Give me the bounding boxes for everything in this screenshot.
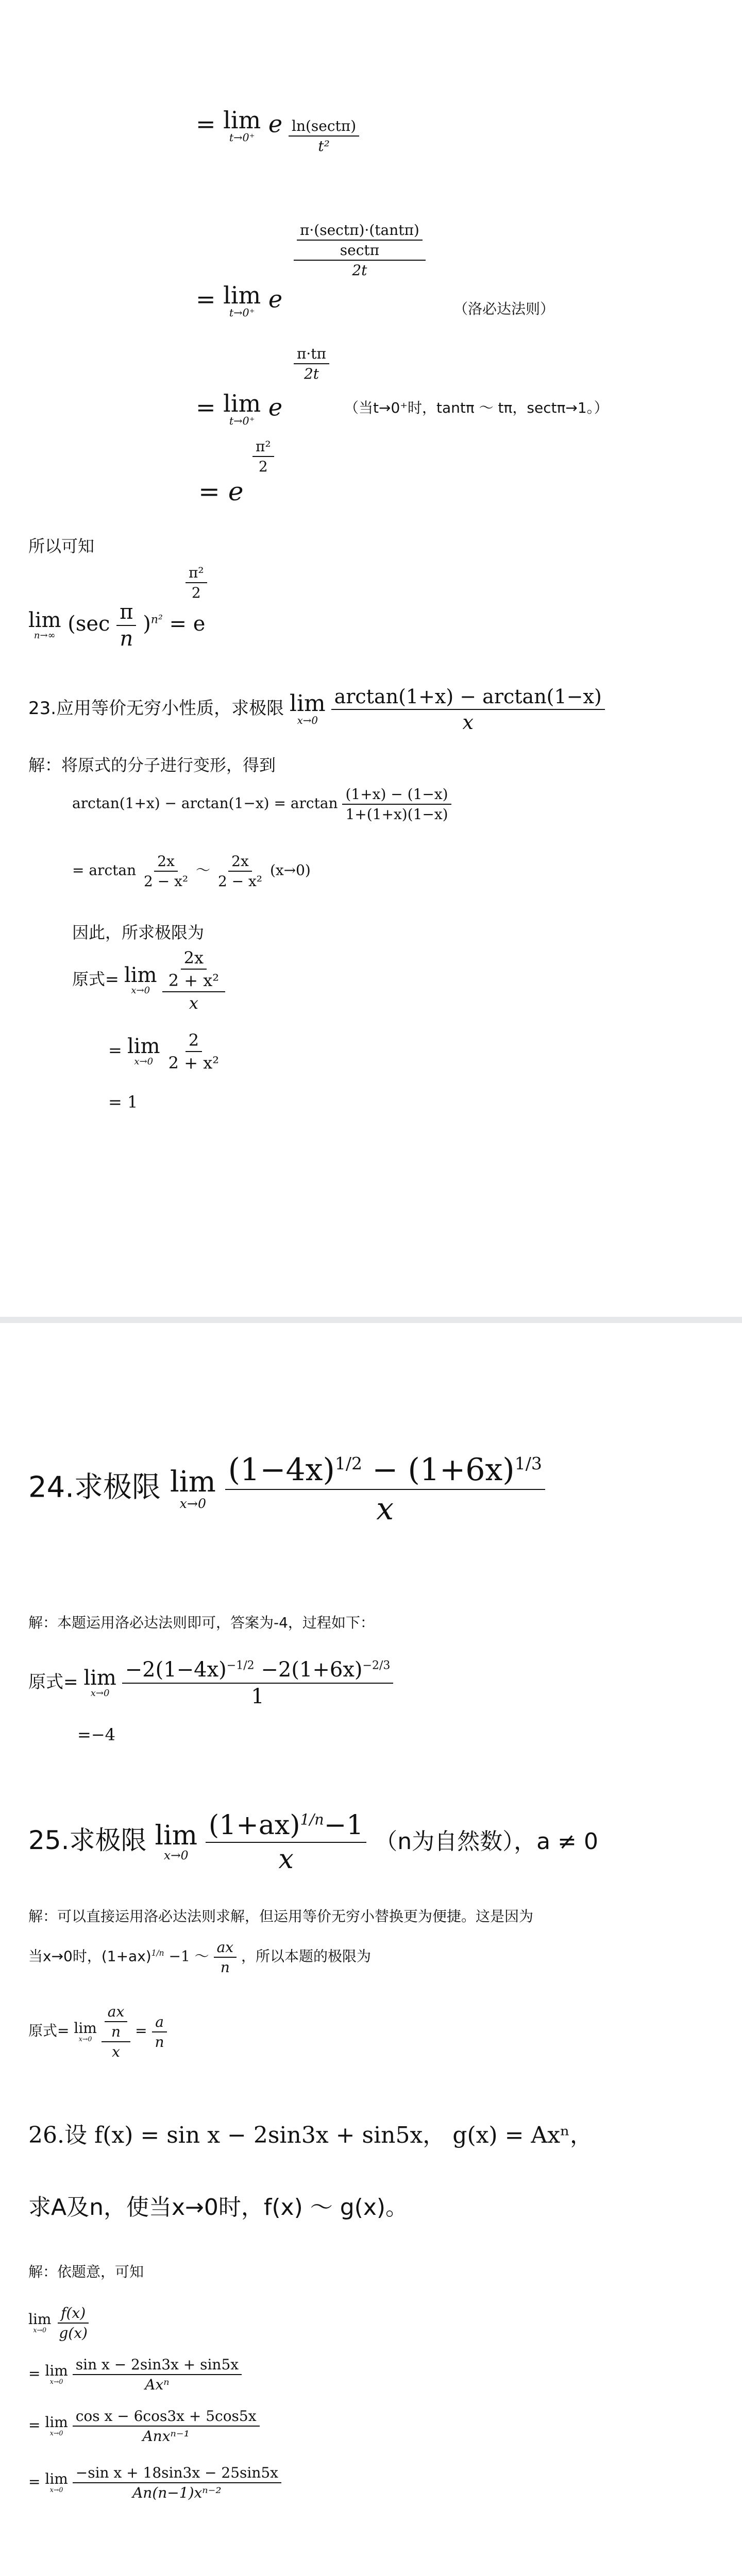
question-23-title: 23.应用等价无穷小性质，求极限 lim x→0 $\frac{\arctan(1+x) - \arctan(1-x)}{x}$ bbox=[28, 685, 605, 734]
question-25-solution: 解：可以直接运用洛必达法则求解，但运用等价无穷小替换更为便捷。这是因为 bbox=[28, 1908, 534, 1925]
equation-3-exponent: $\frac{\pi\cdot t\pi}{2t}$ bbox=[294, 345, 329, 382]
question-26-step-1: lim x→0 $\frac{f(x)}{g(x)}$ bbox=[28, 2304, 91, 2342]
equation-3-note: （当t→0⁺时，tantπ ～ tπ，sectπ→1。） bbox=[344, 399, 609, 416]
question-25-title: 25.求极限 lim x→0 $\frac{(1+ax)^{1/n}-1}{x}$ （n为自然数），a ≠ 0 bbox=[28, 1810, 598, 1875]
question-23-step-2: = arctan $\frac{2x}{\text{2 − x²}}$ ～ $\frac{2x}{\text{2 − x²}}$ (x→0) bbox=[72, 853, 311, 890]
equation-4-exponent: $\frac{\text{π²}}{2}$ bbox=[252, 438, 274, 475]
question-24-title: 24.求极限 lim x→0 $\frac{(1-4x)^{1/2} - (1+6x)^{1/3}}{x}$ bbox=[28, 1452, 545, 1527]
equation-2-exponent: $\frac{\frac{\pi\cdot(\sec t\pi)\cdot(\tan t\pi)}{\sec t\pi}}{2t}$ bbox=[294, 222, 426, 279]
question-24-result: 原式= lim x→0 $\frac{-2(1-4x)^{-1/2} -2(1+6x)^{-2/3}}{1}$ bbox=[28, 1658, 393, 1708]
equation-2: = lim t→0⁺ e bbox=[196, 281, 283, 319]
question-24-answer: =−4 bbox=[77, 1725, 115, 1744]
question-25-result: 原式= lim x→0 $\frac{\frac{ax}{n}}{x}$ = $\frac{a}{n}$ bbox=[28, 2003, 167, 2060]
question-23-therefore: 因此，所求极限为 bbox=[72, 923, 205, 942]
question-23-step-1: arctan(1+x) − arctan(1−x) = arctan $\frac{(1+x) - (1-x)}{1+(1+x)(1-x)}$ bbox=[72, 786, 451, 823]
question-24-solution: 解：本题运用洛必达法则即可，答案为-4，过程如下： bbox=[28, 1614, 375, 1631]
question-23-solution-intro: 解：将原式的分子进行变形，得到 bbox=[28, 755, 276, 775]
equation-2-note: （洛必达法则） bbox=[453, 300, 555, 317]
question-26-line-1: 26.设 f(x) = sin x − 2sin3x + sin5x， g(x) = Axⁿ， bbox=[28, 2122, 593, 2148]
equation-5-exponent: $\frac{\text{π²}}{2}$ bbox=[185, 564, 207, 601]
question-26-step-2: = lim x→0 $\frac{\text{sin x − 2sin3x + sin5x}}{\text{Axⁿ}}$ bbox=[28, 2356, 242, 2393]
question-25-solution-line-2: 当x→0时，$(1+ax)^{1/n} -1$ ～ $\frac{ax}{n}$ ，所以本题的极限为 bbox=[28, 1939, 371, 1976]
question-23-result-2: = lim x→0 $\frac{2}{\text{2 + x²}}$ bbox=[108, 1030, 220, 1073]
question-23-result-3: = 1 bbox=[108, 1092, 138, 1112]
page-gap bbox=[0, 1317, 742, 1323]
conclusion-text: 所以可知 bbox=[28, 536, 95, 556]
question-26-step-4: = lim x→0 $\frac{\text{−sin x + 18sin3x − 25sin5x}}{\text{An(n−1)xⁿ⁻²}}$ bbox=[28, 2464, 281, 2501]
question-26-solution: 解：依题意，可知 bbox=[28, 2263, 144, 2280]
equation-1-exponent: $\frac{\ln(\sec t\pi)}{\text{t²}}$ bbox=[289, 117, 359, 155]
equation-1: = lim t→0⁺ e bbox=[196, 106, 283, 144]
equation-3: = lim t→0⁺ e bbox=[196, 389, 283, 427]
question-26-step-3: = lim x→0 $\frac{\text{cos x − 6cos3x + 5cos5x}}{\text{Anxⁿ⁻¹}}$ bbox=[28, 2408, 260, 2445]
document-page-2 bbox=[0, 1323, 742, 2576]
question-23-result-1: 原式= lim x→0 $\frac{\frac{2x}{\text{2 + x²}}}{x}$ bbox=[72, 948, 225, 1013]
equation-5: lim n→∞ (sec $\frac{\pi}{n}$ )$^{n^2}$ = e bbox=[28, 600, 206, 651]
question-26-line-2: 求A及n，使当x→0时，f(x) ～ g(x)。 bbox=[28, 2194, 409, 2221]
equation-4: = e bbox=[198, 477, 244, 506]
